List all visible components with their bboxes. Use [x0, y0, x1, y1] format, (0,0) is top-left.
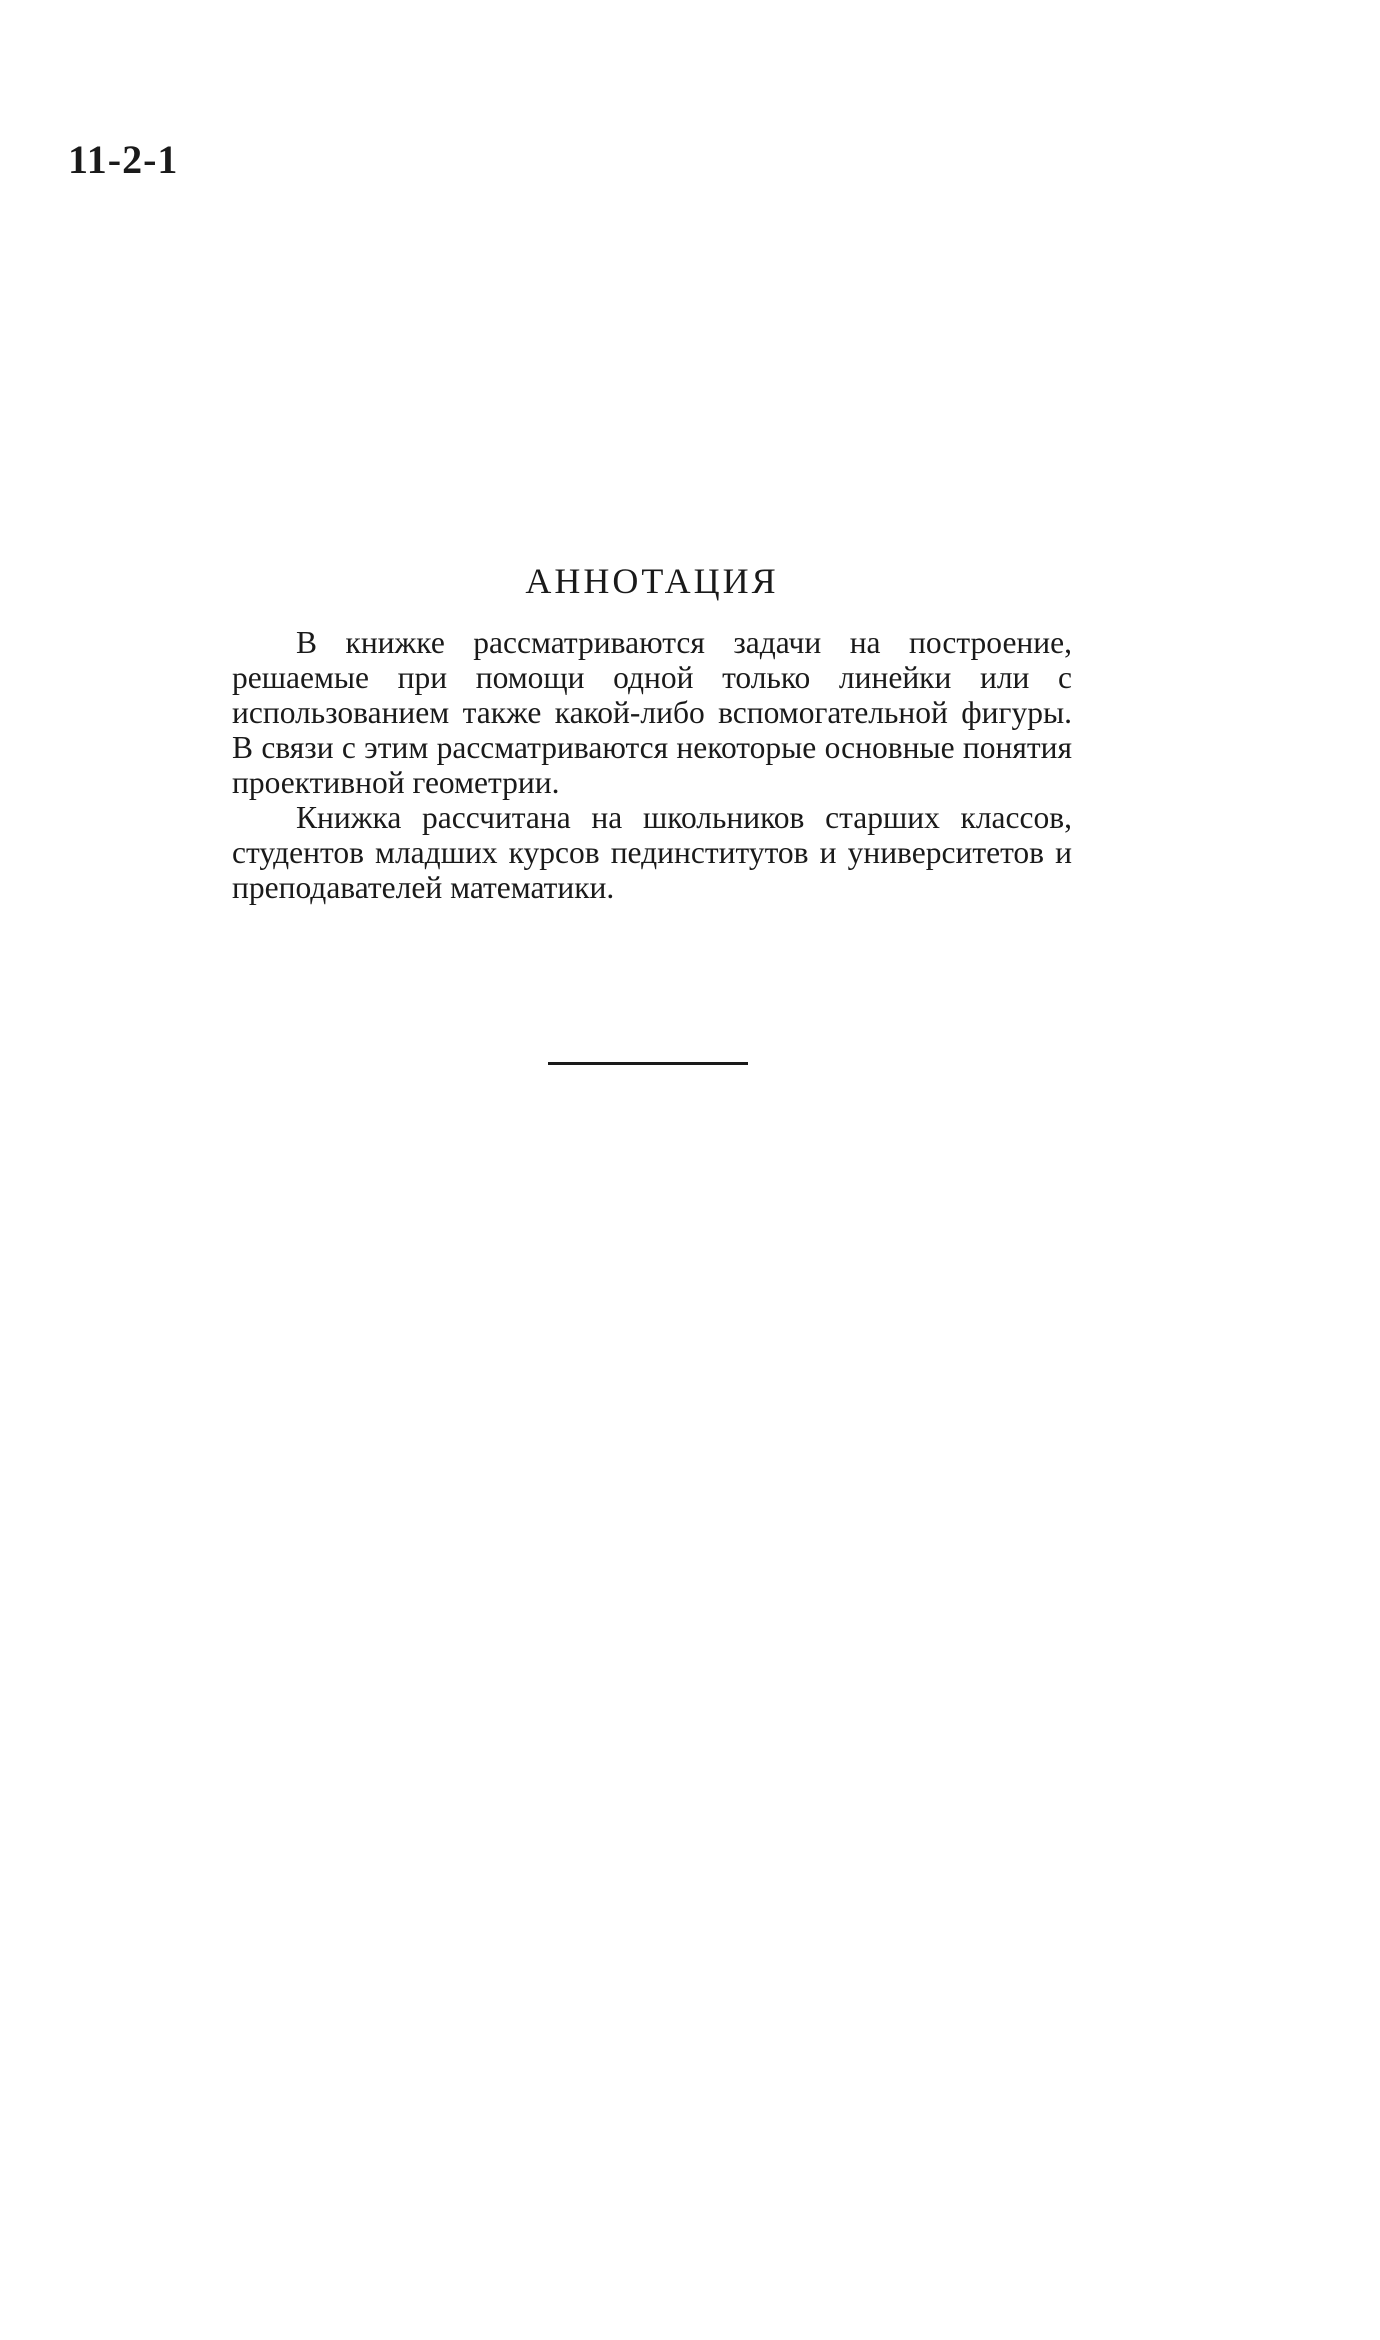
annotation-paragraph-1: В книжке рассматриваются задачи на построение, решаемые при помощи одной только линейки или с использованием также какой-либо вспомогательной фигуры. В связи с этим рассматриваются некоторые основные понятия проективной геометрии.: [232, 625, 1072, 801]
divider-rule: [548, 1062, 748, 1065]
annotation-section: [232, 560, 1072, 905]
annotation-paragraph-2: Книжка рассчитана на школьников старших классов, студентов младших курсов пединститутов и университетов и преподавателей математики.: [232, 800, 1072, 906]
annotation-title: АННОТАЦИЯ: [525, 561, 779, 601]
page-code: 11-2-1: [68, 137, 179, 182]
